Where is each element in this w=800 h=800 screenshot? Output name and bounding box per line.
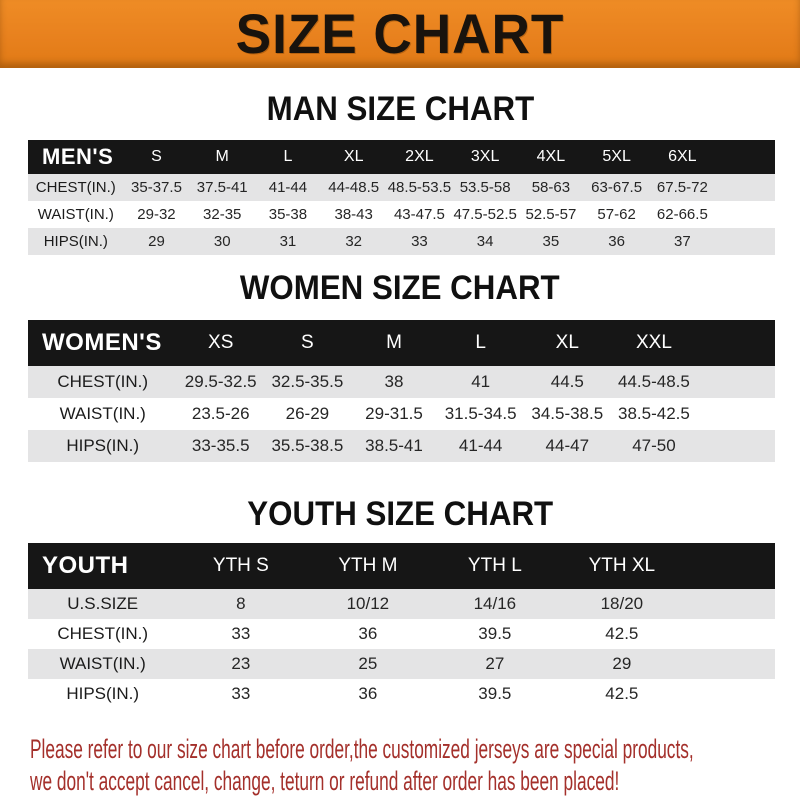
cell-value: 33-35.5 [191, 436, 250, 455]
cell-value: 29.5-32.5 [184, 372, 257, 391]
youth-ussize-row [28, 589, 775, 619]
spacer-cell [697, 398, 775, 430]
cell-value: 36 [358, 684, 378, 703]
cell-value: 32-35 [203, 206, 242, 223]
cell-value: 37 [674, 233, 691, 250]
men-chest-row [28, 174, 775, 201]
cell-value: 33 [231, 624, 251, 643]
cell-value: 8 [236, 594, 246, 613]
spacer-cell [685, 543, 775, 589]
spacer-cell [715, 228, 775, 255]
cell-value: 35-37.5 [131, 179, 182, 196]
cell-value: 34.5-38.5 [531, 404, 604, 423]
row-label: CHEST(IN.) [57, 372, 149, 391]
spacer-cell [697, 430, 775, 462]
youth-waist-row [28, 649, 775, 679]
women-size-table [28, 320, 775, 462]
size-chart-banner [0, 0, 800, 68]
cell-value: 26-29 [285, 404, 330, 423]
men-size-header: XL [321, 140, 387, 174]
spacer-cell [715, 174, 775, 201]
youth-size-header: YTH M [304, 543, 431, 589]
women-hips-row [28, 430, 775, 462]
men-size-header: M [189, 140, 255, 174]
cell-value: 38-43 [334, 206, 373, 223]
cell-value: 30 [213, 233, 231, 250]
cell-value: 34 [476, 233, 494, 250]
cell-value: 41-44 [458, 436, 503, 455]
youth-hips-row [28, 679, 775, 709]
row-label: HIPS(IN.) [66, 684, 140, 703]
men-size-header: 5XL [584, 140, 650, 174]
youth-chest-row [28, 619, 775, 649]
cell-value: 10/12 [346, 594, 390, 613]
cell-value: 32 [345, 233, 363, 250]
men-section-title-text: MAN SIZE CHART [266, 90, 534, 128]
spacer-cell [697, 366, 775, 398]
cell-value: 32.5-35.5 [271, 372, 344, 391]
spacer-cell [715, 140, 775, 174]
spacer-cell [685, 679, 775, 709]
women-chest-row [28, 366, 775, 398]
spacer-cell [685, 589, 775, 619]
men-size-header: S [124, 140, 190, 174]
youth-section-title-text: YOUTH SIZE CHART [247, 495, 553, 533]
cell-value: 25 [358, 654, 378, 673]
row-label: CHEST(IN.) [35, 179, 116, 196]
cell-value: 36 [358, 624, 378, 643]
cell-value: 44.5-48.5 [618, 372, 690, 391]
women-section-title-text: WOMEN SIZE CHART [240, 269, 560, 307]
youth-corner-label: YOUTH [28, 543, 177, 589]
row-label: WAIST(IN.) [59, 404, 146, 423]
cell-value: 41 [471, 372, 491, 391]
men-size-header: L [255, 140, 321, 174]
women-section-title [0, 269, 800, 307]
disclaimer-line-1: Please refer to our size chart before order,the customized jerseys are special products, [30, 734, 694, 764]
cell-value: 23 [231, 654, 251, 673]
men-section-title [0, 90, 800, 128]
cell-value: 27 [485, 654, 505, 673]
youth-header-row [28, 543, 775, 589]
cell-value: 42.5 [605, 684, 639, 703]
cell-value: 33 [231, 684, 251, 703]
men-corner-label: MEN'S [28, 140, 124, 174]
cell-value: 36 [608, 233, 625, 250]
order-disclaimer [30, 733, 800, 797]
cell-value: 31 [279, 233, 297, 250]
cell-value: 29 [148, 233, 165, 250]
cell-value: 39.5 [478, 684, 512, 703]
cell-value: 35.5-38.5 [271, 436, 344, 455]
disclaimer-line-2: we don't accept cancel, change, teturn or refund after order has been placed! [30, 766, 620, 796]
men-header-row [28, 140, 775, 174]
row-label: WAIST(IN.) [59, 654, 146, 673]
spacer-cell [685, 649, 775, 679]
row-label: HIPS(IN.) [43, 233, 108, 250]
cell-value: 23.5-26 [191, 404, 250, 423]
row-label: CHEST(IN.) [57, 624, 149, 643]
spacer-cell [715, 201, 775, 228]
cell-value: 37.5-41 [196, 179, 248, 196]
women-size-header: M [351, 320, 438, 366]
cell-value: 14/16 [473, 594, 517, 613]
cell-value: 38.5-41 [365, 436, 423, 455]
youth-size-table [28, 543, 775, 709]
men-size-header: 6XL [649, 140, 715, 174]
cell-value: 58-63 [531, 179, 571, 196]
women-waist-row [28, 398, 775, 430]
cell-value: 33 [411, 233, 428, 250]
cell-value: 31.5-34.5 [444, 404, 517, 423]
cell-value: 44.5 [550, 372, 584, 391]
cell-value: 29-31.5 [365, 404, 423, 423]
cell-value: 42.5 [605, 624, 639, 643]
cell-value: 52.5-57 [525, 206, 577, 223]
cell-value: 62-66.5 [656, 206, 708, 223]
row-label: HIPS(IN.) [66, 436, 140, 455]
cell-value: 43-47.5 [393, 206, 445, 223]
women-size-header: XL [524, 320, 611, 366]
men-size-header: 3XL [452, 140, 518, 174]
youth-section-title [0, 495, 800, 533]
spacer-cell [697, 320, 775, 366]
cell-value: 41-44 [268, 179, 308, 196]
cell-value: 18/20 [600, 594, 644, 613]
men-size-table [28, 140, 775, 255]
cell-value: 35-38 [268, 206, 308, 223]
cell-value: 48.5-53.5 [387, 179, 452, 196]
cell-value: 47.5-52.5 [453, 206, 517, 223]
cell-value: 63-67.5 [591, 179, 643, 196]
cell-value: 29 [612, 654, 632, 673]
cell-value: 39.5 [478, 624, 512, 643]
spacer-cell [685, 619, 775, 649]
youth-size-header: YTH L [431, 543, 558, 589]
cell-value: 44-48.5 [328, 179, 380, 196]
cell-value: 38.5-42.5 [618, 404, 690, 423]
row-label: WAIST(IN.) [37, 206, 114, 223]
women-size-header: S [264, 320, 351, 366]
cell-value: 38 [384, 372, 404, 391]
women-size-header: L [437, 320, 524, 366]
men-waist-row [28, 201, 775, 228]
cell-value: 67.5-72 [656, 179, 708, 196]
banner-title: SIZE CHART [235, 2, 565, 65]
cell-value: 57-62 [597, 206, 636, 223]
row-label: U.S.SIZE [67, 594, 139, 613]
women-corner-label: WOMEN'S [28, 320, 177, 366]
youth-size-header: YTH S [177, 543, 304, 589]
cell-value: 47-50 [632, 436, 676, 455]
women-size-header: XXL [611, 320, 698, 366]
men-size-header: 4XL [518, 140, 584, 174]
cell-value: 53.5-58 [459, 179, 511, 196]
men-hips-row [28, 228, 775, 255]
cell-value: 44-47 [545, 436, 590, 455]
women-size-header: XS [177, 320, 264, 366]
men-size-header: 2XL [387, 140, 453, 174]
women-header-row [28, 320, 775, 366]
cell-value: 29-32 [137, 206, 176, 223]
cell-value: 35 [542, 233, 560, 250]
youth-size-header: YTH XL [558, 543, 685, 589]
